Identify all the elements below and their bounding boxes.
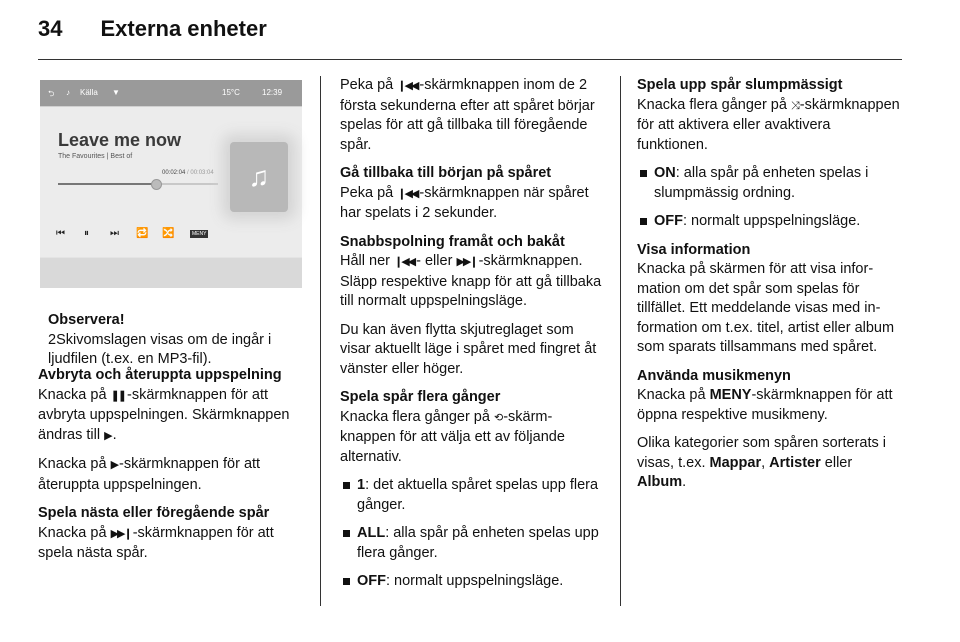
list-item: OFF: normalt uppspelningsläge.	[340, 572, 602, 592]
section-title: Spela upp spår slumpmässigt	[637, 77, 843, 93]
next-track-icon: ▶▶❙	[456, 256, 477, 268]
section-title: Använda musikmenyn	[637, 367, 791, 384]
play-icon: ▶	[104, 429, 111, 442]
pause-icon: ❚❚	[110, 389, 125, 402]
paragraph: Knacka flera gånger på ⟲ -skärmknappen för att välja ett av följande alternativ.	[340, 408, 565, 465]
song-title: Leave me now	[58, 130, 182, 150]
shuffle-options-list	[637, 164, 903, 232]
list-item: ON: alla spår på enheten spelas i slumpmässig ordning.	[637, 164, 903, 203]
shuffle-icon: ⤨	[790, 99, 798, 112]
repeat-options-list	[340, 476, 602, 592]
temperature: 15°C	[222, 88, 240, 97]
progress-track	[58, 183, 218, 185]
previous-track-icon: ⏮	[56, 228, 65, 239]
page-number: 34	[38, 16, 63, 41]
section-title: Spela nästa eller föregående spår	[38, 505, 270, 521]
music-note-icon: ♪	[66, 88, 70, 97]
track-time	[162, 170, 214, 176]
paragraph: Olika kategorier som spåren sorterats i visas, t.ex. Mappar, Artister eller Album.	[637, 435, 887, 490]
list-item: 1: det aktuella spåret spelas upp flera gånger.	[340, 476, 602, 515]
column-3	[637, 76, 903, 502]
total-time: / 00:03:04	[187, 170, 214, 176]
paragraph: Knacka på skärmen för att visa information om det spår som spelas för tillfället. Ett meddelande visas med information om t.ex. titel, artist eller album som sparats tillsammans med spåret.	[637, 261, 895, 355]
paragraph: Peka på ❙◀◀ -skärmknappen när spåret har spelats i 2 sekunder.	[340, 184, 589, 221]
paragraph: Du kan även flytta skjutreglaget som visar aktuellt läge i spåret med fingret åt vänster eller höger.	[340, 321, 597, 377]
progress-knob	[151, 179, 162, 190]
paragraph: Knacka flera gånger på ⤨ -skärmknappen för att aktivera eller avaktivera funktionen.	[637, 96, 900, 153]
repeat-icon: 🔁	[136, 228, 149, 239]
section-title: Spela spår flera gånger	[340, 389, 501, 405]
paragraph: Knacka på ▶▶❙ -skärmknappen för att spela nästa spår.	[38, 524, 274, 561]
note-title: Observera!	[48, 312, 125, 328]
infotainment-screenshot	[40, 80, 302, 288]
header-rule	[38, 59, 902, 60]
paragraph: Knacka på ❚❚ -skärmknappen för att avbryta uppspelningen. Skärmknappen ändras till ▶ .	[38, 386, 290, 443]
list-item: ALL: alla spår på enheten spelas upp flera gånger.	[340, 524, 602, 563]
previous-track-icon: ❙◀◀	[397, 187, 418, 200]
album-cover	[230, 142, 288, 212]
paragraph: Peka på ❙◀◀ -skärmknappen inom de 2 första sekunderna efter att spåret börjar spelas för att gå tillbaka till föregående spår.	[340, 77, 595, 153]
paragraph: Håll ner ❙◀◀ - eller ▶▶❙ -skärmknappen. Släpp respektive knapp för att gå tillbaka till normalt uppspelningsläge.	[340, 253, 602, 309]
previous-track-icon: ❙◀◀	[397, 80, 418, 92]
column-divider	[620, 76, 621, 606]
music-note-icon: ♫	[248, 161, 270, 192]
previous-track-icon: ❙◀◀	[394, 256, 415, 268]
progress-fill	[58, 183, 156, 185]
meny-button: MENY	[192, 231, 207, 237]
repeat-icon: ⟲	[493, 411, 502, 424]
play-icon: ▶	[110, 459, 118, 471]
paragraph: Knacka på ▶ -skärmknappen för att återuppta uppspelningen.	[38, 456, 261, 493]
shuffle-icon: 🔀	[162, 228, 175, 239]
paragraph: Knacka på MENY-skärmknappen för att öppna respektive musikmeny.	[637, 387, 893, 423]
column-divider	[320, 76, 321, 606]
page-header	[38, 16, 267, 46]
screenshot-footer	[40, 258, 302, 288]
column-1	[38, 366, 302, 573]
section-title: Gå tillbaka till början på spåret	[340, 165, 552, 181]
chapter-title: Externa enheter	[100, 16, 267, 41]
clock: 12:39	[262, 88, 283, 97]
album-line: The Favourites | Best of	[58, 153, 133, 160]
elapsed-time: 00:02:04	[162, 170, 186, 176]
pause-icon: ⏸	[84, 228, 89, 239]
chevron-down-icon: ▼	[112, 88, 120, 97]
source-label: Källa	[80, 88, 98, 97]
list-item: OFF: normalt uppspelningsläge.	[637, 212, 903, 232]
section-title: Avbryta och återuppta uppspelning	[38, 367, 282, 383]
back-icon: ⮌	[48, 89, 55, 98]
column-2	[340, 76, 602, 601]
note-text: 2Skivomslagen visas om de ingår i ljudfilen (t.ex. en MP3-fil).	[48, 331, 272, 367]
section-title: Visa information	[637, 241, 751, 258]
next-track-icon: ⏭	[110, 228, 119, 239]
section-title: Snabbspolning framåt och bakåt	[340, 233, 565, 250]
screen-status-bar	[40, 80, 302, 106]
next-track-icon: ▶▶❙	[110, 527, 131, 540]
